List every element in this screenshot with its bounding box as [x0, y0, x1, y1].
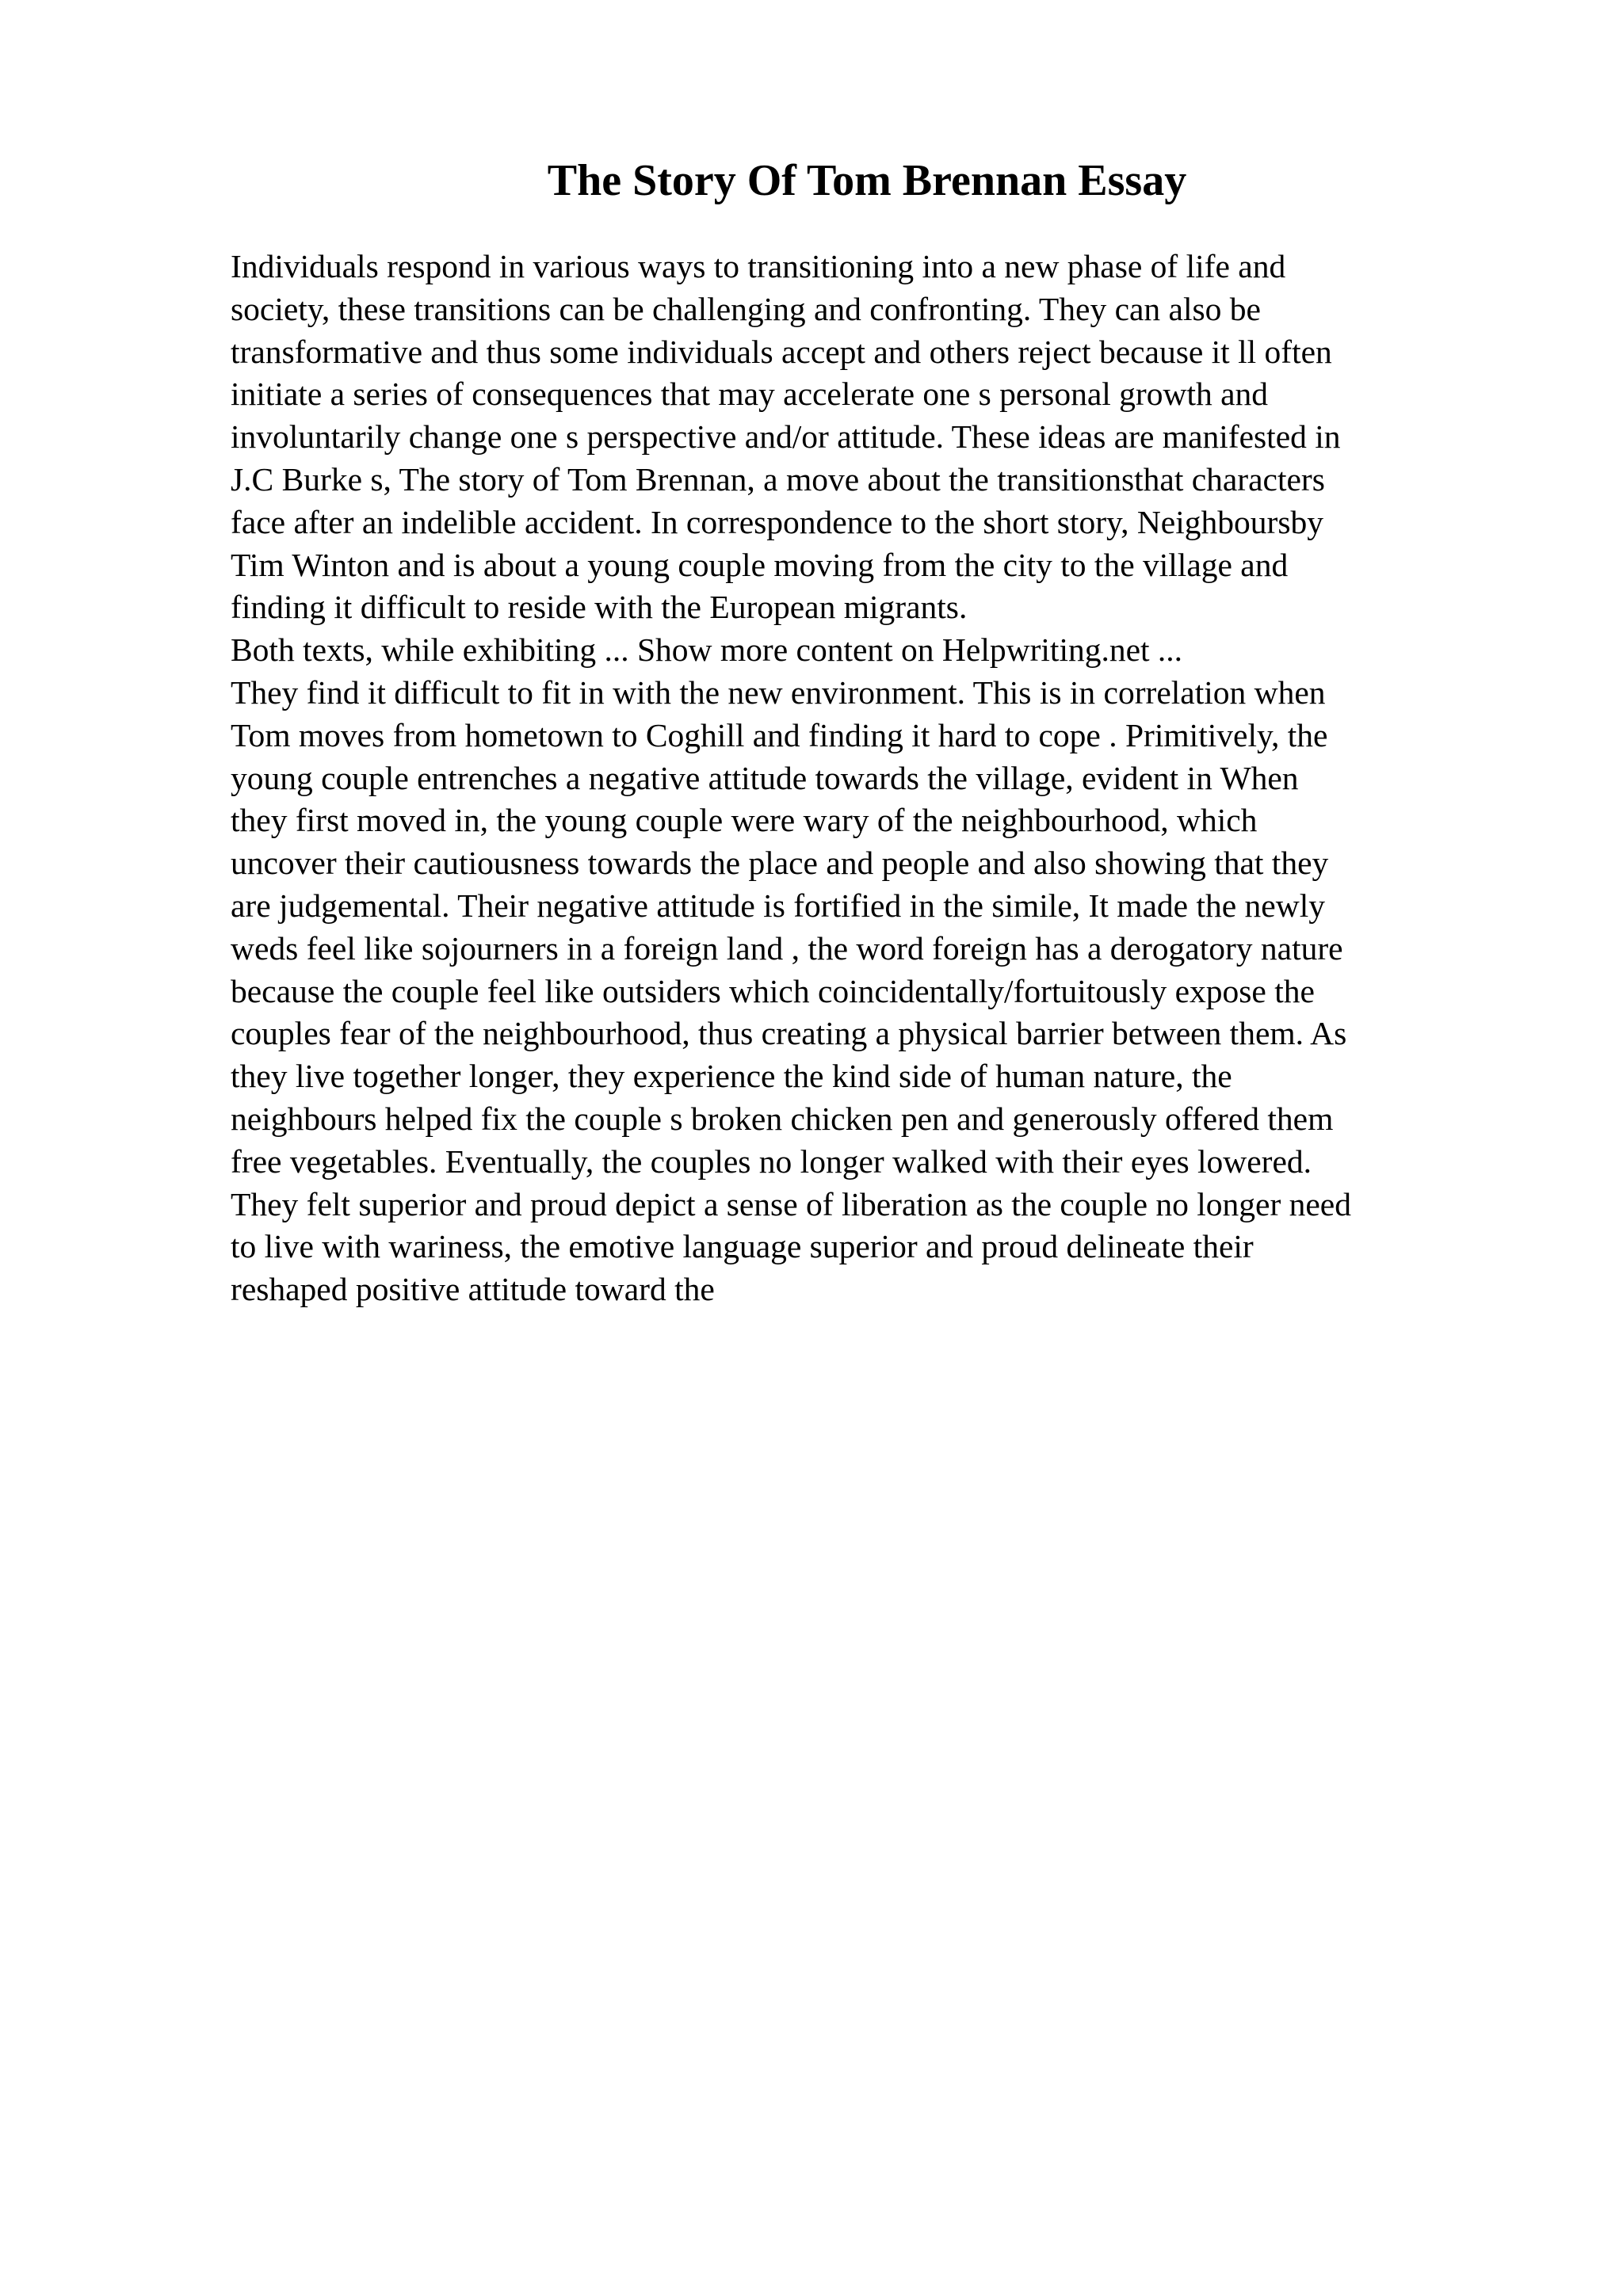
document-title: The Story Of Tom Brennan Essay	[547, 156, 1187, 205]
body-line: to live with wariness, the emotive language superior and proud delineate their	[231, 1228, 1254, 1265]
body-line: Both texts, while exhibiting ... Show more content on Helpwriting.net ...	[231, 631, 1183, 669]
body-line: young couple entrenches a negative attitude towards the village, evident in When	[231, 759, 1299, 796]
essay-body	[231, 246, 1530, 1311]
body-line: free vegetables. Eventually, the couples no longer walked with their eyes lowered.	[231, 1142, 1312, 1180]
body-line: Tim Winton and is about a young couple moving from the city to the village and	[231, 546, 1289, 583]
body-line: they live together longer, they experience the kind side of human nature, the	[231, 1058, 1232, 1095]
body-line: weds feel like sojourners in a foreign land , the word foreign has a derogatory nature	[231, 929, 1343, 967]
body-line: finding it difficult to reside with the European migrants.	[231, 589, 968, 626]
body-line: J.C Burke s, The story of Tom Brennan, a move about the transitionsthat characters	[231, 460, 1325, 498]
body-line: transformative and thus some individuals accept and others reject because it ll often	[231, 333, 1332, 370]
body-line: They felt superior and proud depict a sense of liberation as the couple no longer need	[231, 1185, 1351, 1222]
body-line: face after an indelible accident. In correspondence to the short story, Neighboursby	[231, 503, 1323, 540]
body-line: reshaped positive attitude toward the	[231, 1271, 715, 1308]
body-line: they first moved in, the young couple were wary of the neighbourhood, which	[231, 802, 1258, 839]
body-line: They find it difficult to fit in with the new environment. This is in correlation when	[231, 673, 1326, 711]
body-line: involuntarily change one s perspective and/or attitude. These ideas are manifested in	[231, 418, 1341, 456]
body-line: neighbours helped fix the couple s broken chicken pen and generously offered them	[231, 1100, 1334, 1137]
body-line: Tom moves from hometown to Coghill and finding it hard to cope . Primitively, the	[231, 716, 1328, 753]
body-line: are judgemental. Their negative attitude is fortified in the simile, It made the newly	[231, 887, 1325, 924]
body-line: uncover their cautiousness towards the place and people and also showing that they	[231, 845, 1329, 882]
body-line: society, these transitions can be challenging and confronting. They can also be	[231, 290, 1261, 327]
body-line: because the couple feel like outsiders which coincidentally/fortuitously expose the	[231, 972, 1315, 1009]
body-line: initiate a series of consequences that may accelerate one s personal growth and	[231, 376, 1269, 413]
body-line: couples fear of the neighbourhood, thus creating a physical barrier between them. As	[231, 1015, 1347, 1052]
body-line: Individuals respond in various ways to transitioning into a new phase of life and	[231, 248, 1286, 284]
